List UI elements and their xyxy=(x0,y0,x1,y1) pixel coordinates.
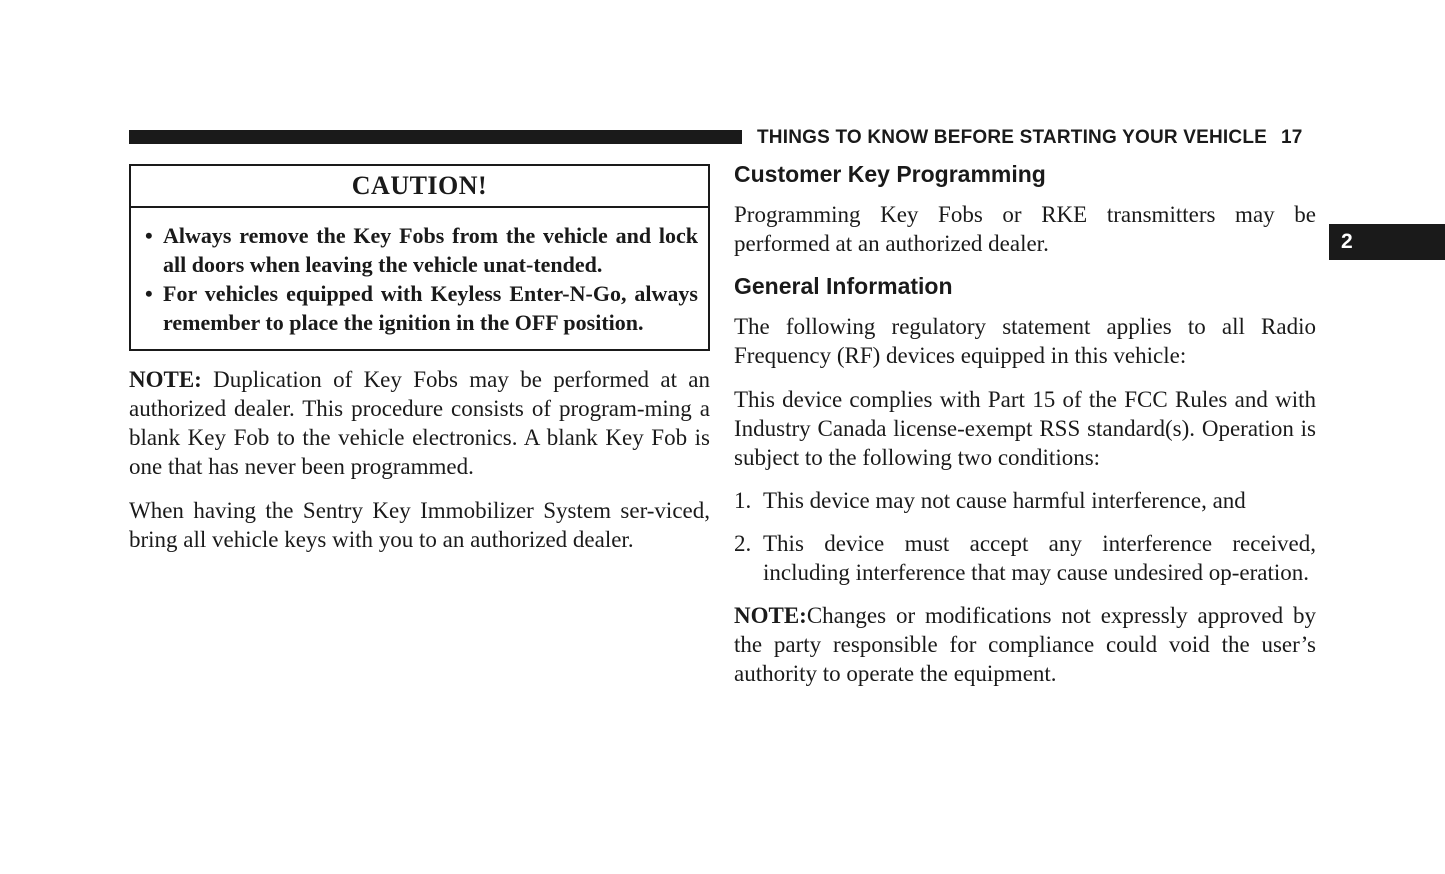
caution-item-text: Always remove the Key Fobs from the vehicle and lock all doors when leaving the vehicle unat-tended. xyxy=(163,223,698,277)
general-information-heading: General Information xyxy=(734,273,953,299)
bullet-icon: • xyxy=(145,281,153,306)
condition-text: This device may not cause harmful interference, and xyxy=(763,488,1246,513)
key-fob-note xyxy=(129,365,710,481)
sentry-key-paragraph: When having the Sentry Key Immobilizer System ser-viced, bring all vehicle keys with you to an authorized dealer. xyxy=(129,498,710,552)
caution-item xyxy=(145,279,698,337)
note-label: NOTE: xyxy=(129,367,202,392)
note-label: NOTE: xyxy=(734,603,807,628)
caution-title: CAUTION! xyxy=(131,166,708,208)
condition-text: This device must accept any interference received, including interference that may cause undesired op-eration. xyxy=(763,531,1316,585)
right-column xyxy=(734,158,1316,688)
note-text: Changes or modifications not expressly approved by the party responsible for compliance could void the user’s authority to operate the equipment. xyxy=(734,603,1316,686)
fcc-compliance-paragraph: This device complies with Part 15 of the FCC Rules and with Industry Canada license-exempt RSS standard(s). Operation is subject to the following two conditions: xyxy=(734,387,1316,470)
condition-item xyxy=(734,529,1316,587)
caution-item xyxy=(145,221,698,279)
caution-box xyxy=(129,164,710,351)
running-header xyxy=(757,127,1303,149)
customer-key-programming-heading: Customer Key Programming xyxy=(734,161,1046,187)
condition-number: 2. xyxy=(734,531,752,556)
caution-item-text: For vehicles equipped with Keyless Enter-N-Go, always remember to place the ignition in the OFF position. xyxy=(163,281,698,335)
header-rule xyxy=(129,130,742,144)
modifications-note xyxy=(734,601,1316,688)
note-text: Duplication of Key Fobs may be performed at an authorized dealer. This procedure consists of program-ming a blank Key Fob to the vehicle electronics. A blank Key Fob is one that has never been programmed. xyxy=(129,367,710,479)
regulatory-statement-paragraph: The following regulatory statement applies to all Radio Frequency (RF) devices equipped in this vehicle: xyxy=(734,314,1316,368)
condition-number: 1. xyxy=(734,488,752,513)
customer-key-programming-text: Programming Key Fobs or RKE transmitters may be performed at an authorized dealer. xyxy=(734,202,1316,256)
page-number: 17 xyxy=(1281,127,1303,148)
condition-item xyxy=(734,486,1316,515)
section-title: THINGS TO KNOW BEFORE STARTING YOUR VEHICLE xyxy=(757,127,1268,148)
caution-list xyxy=(131,208,708,349)
bullet-icon: • xyxy=(145,223,153,248)
chapter-tab: 2 xyxy=(1329,224,1445,260)
left-column xyxy=(129,164,710,554)
